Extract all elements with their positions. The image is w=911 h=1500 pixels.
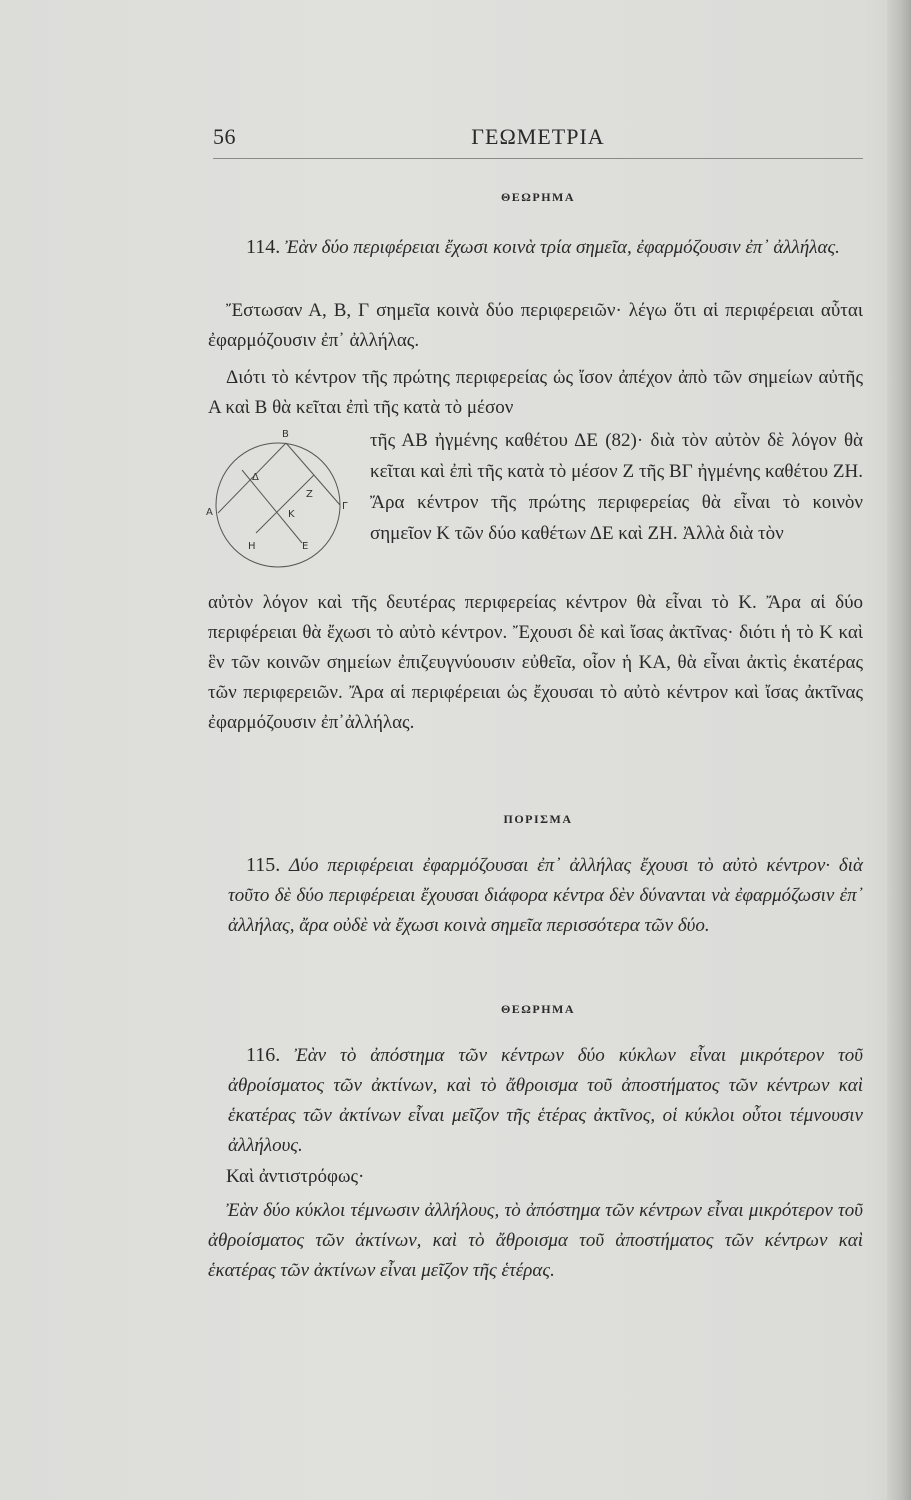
paragraph-115	[228, 850, 863, 941]
theorem-statement-2: Ἐὰν τὸ ἀπόστημα τῶν κέντρων δύο κύκλων εἶναι μικρότερον τοῦ ἀθροίσματος τῶν ἀκτίνων, καὶ τὸ ἄθροισμα τοῦ ἀποστήματος τῶν κέντρων καὶ ἑκατέρας τῶν ἀκτίνων εἶναι μεῖζον τῆς ἑτέρας ἀκτῖνος, οἱ κύκλοι οὗτοι τέμνουσιν ἀλλήλους.	[228, 1045, 864, 1156]
label-H: Η	[248, 541, 256, 552]
page-edge	[887, 0, 911, 1500]
paragraph-114-proof-start: Διότι τὸ κέντρον τῆς πρώτης περιφερείας ὡς ἴσον ἀπέχον ἀπὸ τῶν σημείων αὐτῆς Α καὶ Β θὰ κεῖται ἐπὶ τῆς κατὰ τὸ μέσον	[208, 367, 863, 418]
theorem-heading-2: ΘΕΩΡΗΜΑ	[500, 1002, 576, 1016]
label-A: Α	[206, 507, 213, 518]
label-D: Δ	[252, 472, 259, 483]
theorem-statement: Ἐὰν δύο περιφέρειαι ἔχωσι κοινὰ τρία σημεῖα, ἐφαρμόζουσιν ἐπ᾽ ἀλλήλας.	[285, 237, 840, 258]
paragraph-114-setup: Ἔστωσαν Α, Β, Γ σημεῖα κοινὰ δύο περιφερειῶν· λέγω ὅτι αἱ περιφέρειαι αὗται ἐφαρμόζουσιν ἐπ᾽ ἀλλήλας.	[208, 300, 863, 351]
label-B: Β	[282, 429, 289, 440]
page-number: 56	[213, 124, 236, 149]
circle-figure-svg	[200, 425, 360, 590]
paragraph-114-proof-end: αὐτὸν λόγον καὶ τῆς δευτέρας περιφερείας κέντρον θὰ εἶναι τὸ Κ. Ἄρα αἱ δύο περιφέρειαι θὰ ἔχωσι τὸ αὐτὸ κέντρον. Ἔχουσι δὲ καὶ ἴσας ἀκτῖνας· διότι ἡ τὸ Κ καὶ ἓν τῶν κοινῶν σημείων ἐπιζευγνύουσιν εὐθεῖα, οἷον ἡ ΚΑ, θὰ εἶναι ἀκτὶς ἑκατέρας τῶν περιφερειῶν. Ἄρα αἱ περιφέρειαι ὡς ἔχουσαι τὸ αὐτὸ κέντρον καὶ ἴσας ἀκτῖνας ἐφαρμόζουσιν ἐπ᾽ἀλλήλας.	[208, 592, 863, 733]
running-title: ΓΕΩΜΕΤΡΙΑ	[471, 124, 605, 149]
paragraph-number: 116.	[246, 1044, 281, 1066]
circumference	[216, 443, 340, 567]
label-K: Κ	[288, 509, 295, 520]
paragraph-number: 115.	[246, 854, 281, 876]
perpendicular-ZH	[256, 475, 314, 533]
theorem-heading: ΘΕΩΡΗΜΑ	[500, 190, 576, 204]
label-G: Γ	[342, 501, 348, 512]
corollary-text: Δύο περιφέρειαι ἐφαρμόζουσαι ἐπ᾽ ἀλλήλας ἔχουσι τὸ αὐτὸ κέντρον· διὰ τοῦτο δὲ δύο περιφέρειαι ἔχουσαι διάφορα κέντρα δὲν δύνανται νὰ ἐφαρμόζωσιν ἐπ᾽ ἀλλήλας, ἄρα οὐδὲ νὰ ἔχωσι κοινὰ σημεῖα περισσότερα τῶν δύο.	[228, 855, 863, 936]
corollary-heading: ΠΟΡΙΣΜΑ	[503, 812, 573, 826]
label-E: Ε	[302, 541, 309, 552]
geometry-figure	[200, 425, 360, 590]
paragraph-116	[228, 1040, 863, 1161]
label-Z: Ζ	[306, 489, 313, 500]
paragraph-114-statement	[228, 232, 863, 263]
perpendicular-DE	[242, 470, 302, 543]
paragraph-114-proof-wrapped: τῆς ΑΒ ἠγμένης καθέτου ΔΕ (82)· διὰ τὸν αὐτὸν δὲ λόγον θὰ κεῖται καὶ ἐπὶ τῆς κατὰ τὸ μέσον Ζ τῆς ΒΓ ἠγμένης καθέτου ΖΗ. Ἄρα κέντρον τῆς πρώτης περιφερείας θὰ εἶναι τὸ κοινὸν σημεῖον Κ τῶν δύο καθέτων ΔΕ καὶ ΖΗ. Ἀλλὰ διὰ τὸν	[370, 430, 863, 544]
page-header	[213, 118, 863, 159]
paragraph-number: 114.	[246, 236, 281, 258]
converse-label: Καὶ ἀντιστρόφως·	[226, 1166, 365, 1187]
converse-statement: Ἐὰν δύο κύκλοι τέμνωσιν ἀλλήλους, τὸ ἀπόστημα τῶν κέντρων εἶναι μικρότερον τοῦ ἀθροίσματος τῶν ἀκτίνων, καὶ τὸ ἄθροισμα τοῦ ἀποστήματος τῶν κέντρων καὶ ἑκατέρας τῶν ἀκτίνων εἶναι μεῖζον τῆς ἑτέρας.	[208, 1200, 863, 1281]
